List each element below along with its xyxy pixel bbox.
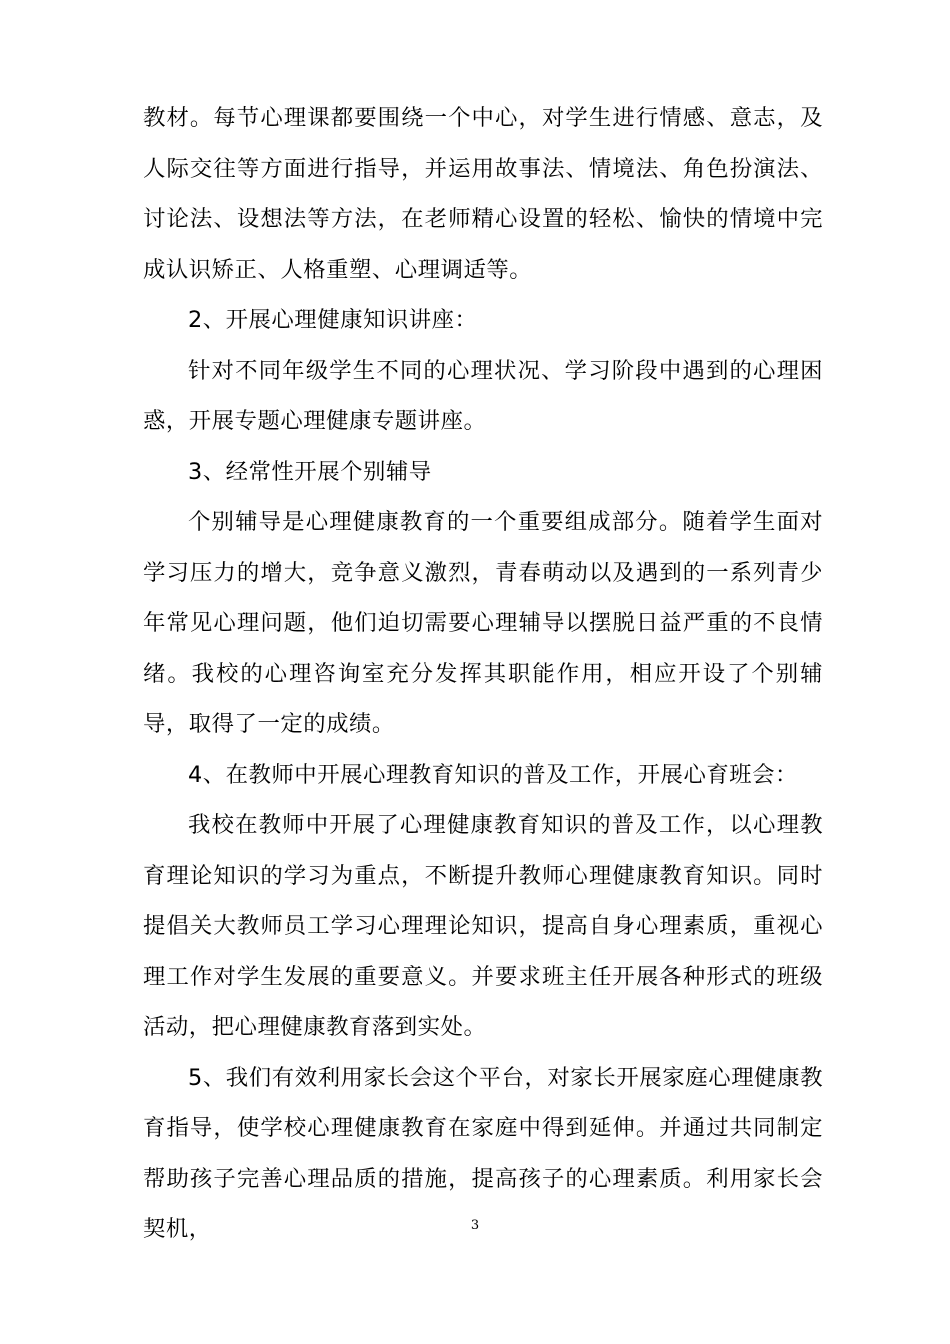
paragraph-teacher-training: 我校在教师中开展了心理健康教育知识的普及工作，以心理教育理论知识的学习为重点，不断提升教师心理健康教育知识。同时提倡关大教师员工学习心理理论知识，提高自身心理素质，重视心理工作对学生发展的重要意义。并要求班主任开展各种形式的班级活动，把心理健康教育落到实处。 xyxy=(143,812,823,1040)
item-heading-4: 4、在教师中开展心理教育知识的普及工作，开展心育班会： xyxy=(188,761,798,788)
paragraph-continuation: 教材。每节心理课都要围绕一个中心，对学生进行情感、意志，及人际交往等方面进行指导，并运用故事法、情境法、角色扮演法、讨论法、设想法等方法，在老师精心设置的轻松、愉快的情境中完成认识矫正、人格重塑、心理调适等。 xyxy=(143,105,823,283)
document-body xyxy=(143,93,823,1255)
page-number: 3 xyxy=(470,1218,480,1233)
paragraph-parent-meeting: 5、我们有效利用家长会这个平台，对家长开展家庭心理健康教育指导，使学校心理健康教育在家庭中得到延伸。并通过共同制定帮助孩子完善心理品质的措施，提高孩子的心理素质。利用家长会契机， xyxy=(143,1064,823,1242)
item-heading-2: 2、开展心理健康知识讲座： xyxy=(188,307,478,333)
paragraph-individual-counseling: 个别辅导是心理健康教育的一个重要组成部分。随着学生面对学习压力的增大，竞争意义激烈，青春萌动以及遇到的一系列青少年常见心理问题，他们迫切需要心理辅导以摆脱日益严重的不良情绪。我校的心理咨询室充分发挥其职能作用，相应开设了个别辅导，取得了一定的成绩。 xyxy=(143,509,823,737)
paragraph-lecture: 针对不同年级学生不同的心理状况、学习阶段中遇到的心理困惑，开展专题心理健康专题讲座。 xyxy=(143,357,823,434)
item-heading-3: 3、经常性开展个别辅导 xyxy=(188,458,432,485)
